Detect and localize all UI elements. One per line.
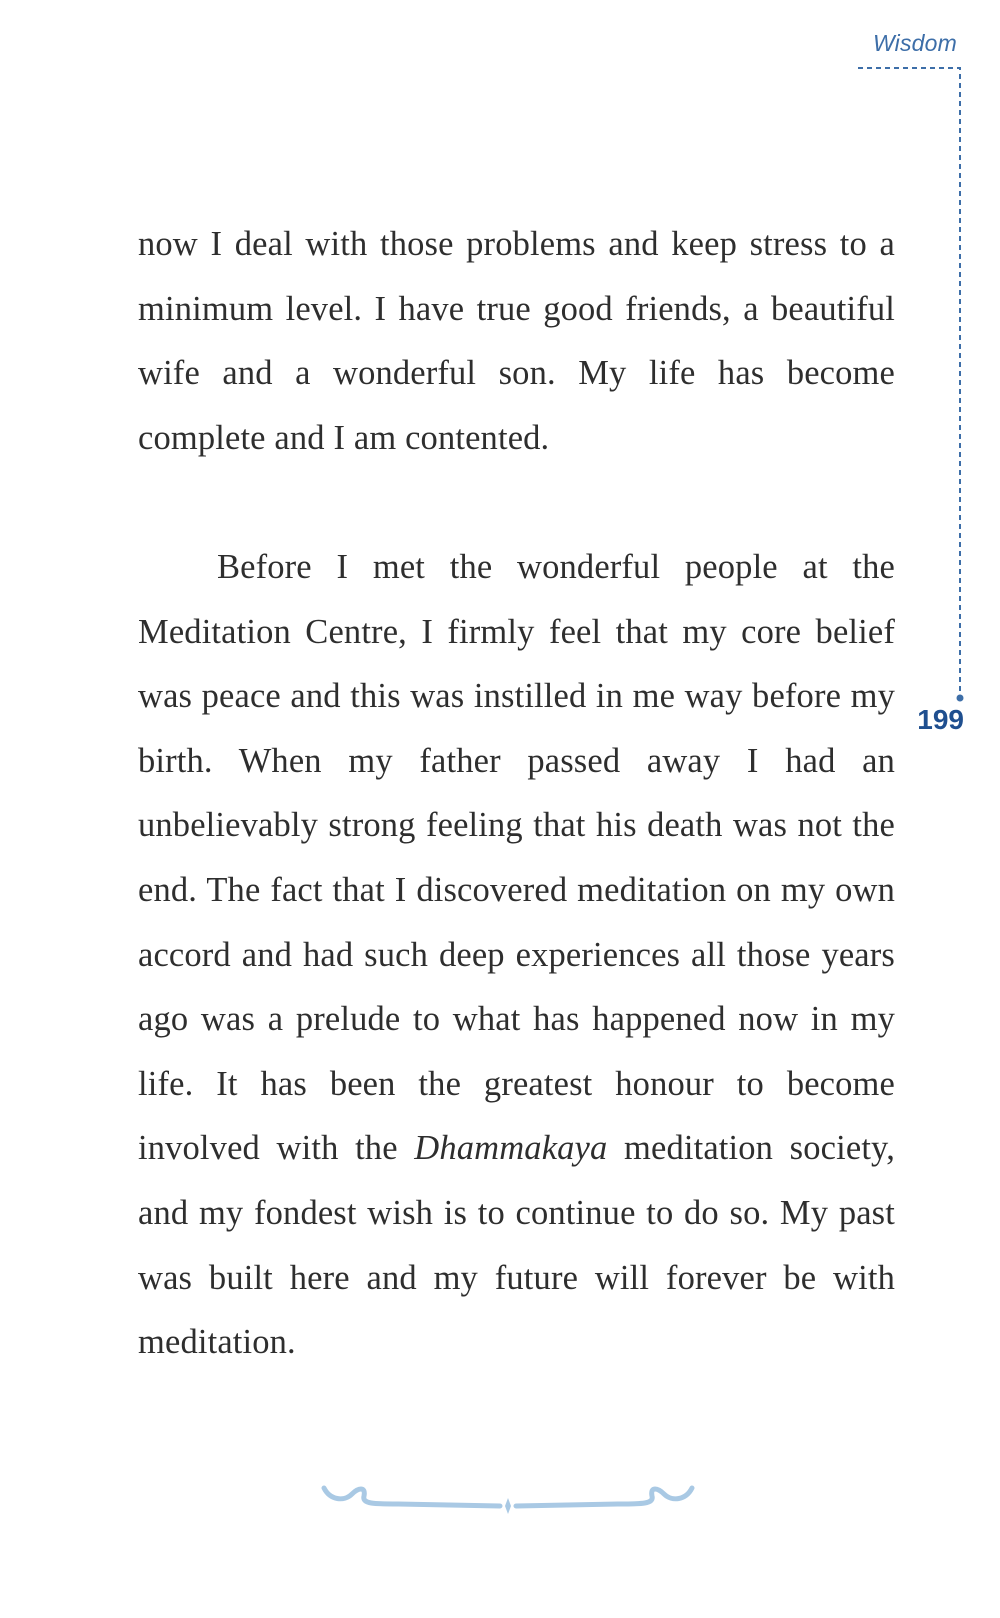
guide-end-dot	[957, 695, 964, 702]
closing-ornament-icon	[318, 1474, 698, 1514]
paragraph-1: now I deal with those problems and keep stress to a minimum level. I have true good friends, a beautiful wife and a wonderful son. My life has become complete and I am contented.	[138, 225, 895, 457]
body-text	[138, 212, 895, 1375]
paragraph-2-emphasis: Dhammakaya	[414, 1129, 608, 1168]
paragraph-2	[138, 535, 895, 1375]
paragraph-2-text-before: Before I met the wonderful people at the Meditation Centre, I firmly feel that my core belief was peace and this was instilled in me way before my birth. When my father passed away I had an unbelievably strong feeling that his death was not the end. The fact that I discovered meditation on my own accord and had such deep experiences all those years ago was a prelude to what has happened now in my life. It has been the greatest honour to become involved with the	[138, 547, 895, 1168]
paragraph-2-text-after: meditation society, and my fondest wish is to continue to do so. My past was built here and my future will forever be with meditation.	[138, 1129, 895, 1362]
running-head-section: Wisdom	[872, 30, 957, 56]
page-number: 199	[917, 704, 964, 735]
